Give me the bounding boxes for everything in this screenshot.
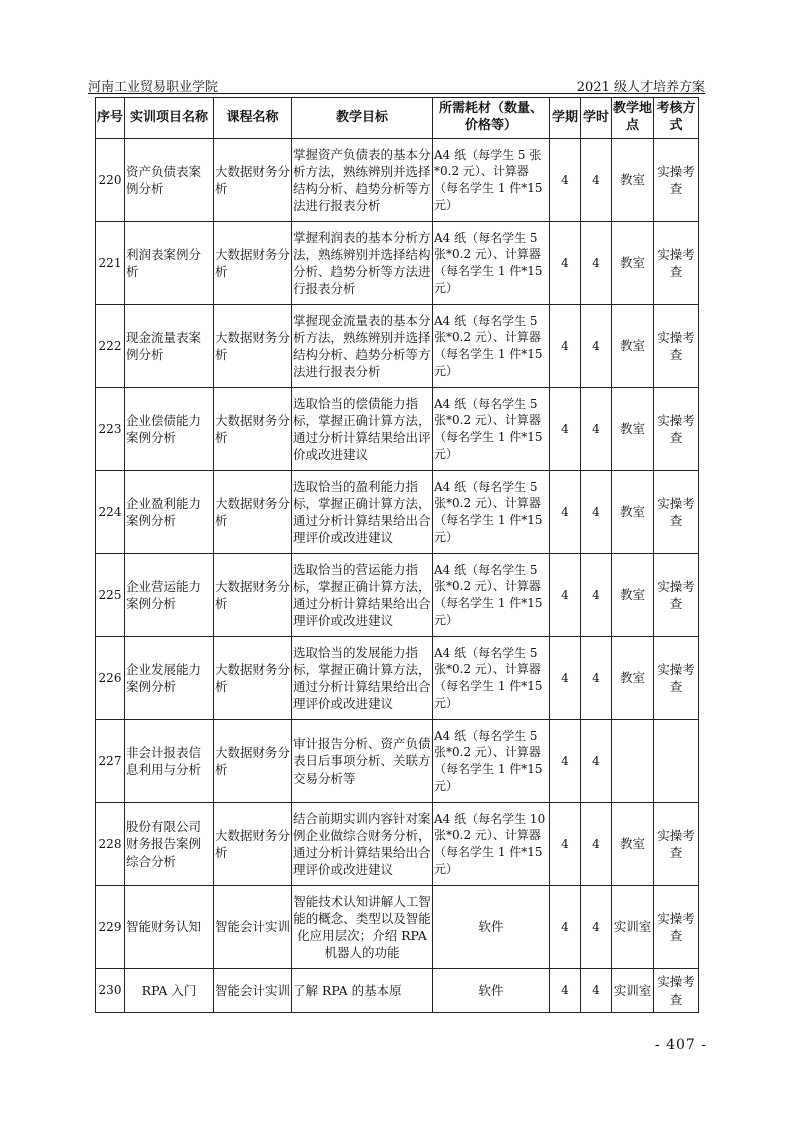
cell-term: 4 <box>550 388 581 471</box>
training-table <box>95 97 699 1013</box>
cell-hours: 4 <box>581 637 612 720</box>
col-header-project: 实训项目名称 <box>125 98 214 139</box>
cell-hours: 4 <box>581 305 612 388</box>
cell-term: 4 <box>550 139 581 222</box>
cell-place: 教室 <box>612 139 654 222</box>
header-plan: 2021 级人才培养方案 <box>576 80 705 95</box>
col-header-course: 课程名称 <box>214 98 292 139</box>
cell-course: 大数据财务分析 <box>214 388 292 471</box>
cell-place: 教室 <box>612 803 654 886</box>
page-number: - 407 - <box>654 1037 707 1053</box>
cell-course: 智能会计实训 <box>214 886 292 969</box>
cell-project: 非会计报表信息利用与分析 <box>125 720 214 803</box>
cell-term: 4 <box>550 554 581 637</box>
cell-assess <box>654 720 699 803</box>
header-rule <box>88 93 705 94</box>
cell-project: 资产负债表案例分析 <box>125 139 214 222</box>
cell-project: 利润表案例分析 <box>125 222 214 305</box>
cell-project: RPA 入门 <box>125 969 214 1013</box>
cell-course: 大数据财务分析 <box>214 222 292 305</box>
col-header-place: 教学地点 <box>612 98 654 139</box>
cell-place: 教室 <box>612 305 654 388</box>
cell-place <box>612 720 654 803</box>
cell-hours: 4 <box>581 803 612 886</box>
cell-project: 企业营运能力案例分析 <box>125 554 214 637</box>
cell-assess: 实操考查 <box>654 803 699 886</box>
cell-assess: 实操考查 <box>654 305 699 388</box>
cell-course: 大数据财务分析 <box>214 554 292 637</box>
cell-materials: 软件 <box>433 886 550 969</box>
cell-assess: 实操考查 <box>654 969 699 1013</box>
cell-project: 股份有限公司财务报告案例综合分析 <box>125 803 214 886</box>
cell-place: 实训室 <box>612 969 654 1013</box>
cell-project: 企业盈利能力案例分析 <box>125 471 214 554</box>
cell-goal: 审计报告分析、资产负债表日后事项分析、关联方交易分析等 <box>292 720 433 803</box>
table-row <box>96 720 699 803</box>
cell-term: 4 <box>550 969 581 1013</box>
cell-term: 4 <box>550 637 581 720</box>
cell-assess: 实操考查 <box>654 886 699 969</box>
cell-no: 222 <box>96 305 125 388</box>
col-header-no: 序号 <box>96 98 125 139</box>
cell-assess: 实操考查 <box>654 554 699 637</box>
cell-term: 4 <box>550 803 581 886</box>
cell-no: 221 <box>96 222 125 305</box>
table-row <box>96 637 699 720</box>
cell-term: 4 <box>550 305 581 388</box>
cell-no: 225 <box>96 554 125 637</box>
cell-no: 220 <box>96 139 125 222</box>
col-header-materials: 所需耗材（数量、价格等） <box>433 98 550 139</box>
cell-materials: A4 纸（每名学生 5 张*0.2 元）、计算器（每名学生 1 件*15 元） <box>433 637 550 720</box>
cell-goal: 掌握现金流量表的基本分析方法，熟练辨别并选择结构分析、趋势分析等方法进行报表分析 <box>292 305 433 388</box>
cell-goal: 掌握利润表的基本分析方法，熟练辨别并选择结构分析、趋势分析等方法进行报表分析 <box>292 222 433 305</box>
cell-place: 教室 <box>612 222 654 305</box>
cell-assess: 实操考查 <box>654 471 699 554</box>
cell-materials: A4 纸（每名学生 10 张*0.2 元）、计算器（每名学生 1 件*15 元） <box>433 803 550 886</box>
cell-hours: 4 <box>581 969 612 1013</box>
cell-materials: A4 纸（每名学生 5 张*0.2 元）、计算器（每名学生 1 件*15 元） <box>433 471 550 554</box>
cell-goal: 选取恰当的营运能力指标，掌握正确计算方法，通过分析计算结果给出合理评价或改进建议 <box>292 554 433 637</box>
cell-term: 4 <box>550 886 581 969</box>
cell-hours: 4 <box>581 139 612 222</box>
cell-materials: A4 纸（每名学生 5 张*0.2 元）、计算器（每名学生 1 件*15 元） <box>433 388 550 471</box>
cell-hours: 4 <box>581 471 612 554</box>
cell-hours: 4 <box>581 720 612 803</box>
cell-project: 智能财务认知 <box>125 886 214 969</box>
cell-no: 223 <box>96 388 125 471</box>
cell-goal: 选取恰当的偿债能力指标，掌握正确计算方法，通过分析计算结果给出评价或改进建议 <box>292 388 433 471</box>
cell-no: 227 <box>96 720 125 803</box>
cell-term: 4 <box>550 222 581 305</box>
cell-place: 教室 <box>612 471 654 554</box>
table-row <box>96 886 699 969</box>
cell-course: 大数据财务分析 <box>214 305 292 388</box>
cell-term: 4 <box>550 471 581 554</box>
cell-hours: 4 <box>581 222 612 305</box>
table-row <box>96 305 699 388</box>
cell-course: 大数据财务分析 <box>214 471 292 554</box>
col-header-hours: 学时 <box>581 98 612 139</box>
cell-materials: A4 纸（每名学生 5 张*0.2 元）、计算器（每名学生 1 件*15 元） <box>433 222 550 305</box>
cell-term: 4 <box>550 720 581 803</box>
cell-course: 智能会计实训 <box>214 969 292 1013</box>
cell-place: 教室 <box>612 388 654 471</box>
cell-materials: A4 纸（每名学生 5 张*0.2 元）、计算器（每名学生 1 件*15 元） <box>433 720 550 803</box>
cell-course: 大数据财务分析 <box>214 720 292 803</box>
cell-assess: 实操考查 <box>654 222 699 305</box>
cell-place: 实训室 <box>612 886 654 969</box>
cell-project: 企业发展能力案例分析 <box>125 637 214 720</box>
cell-goal: 选取恰当的发展能力指标，掌握正确计算方法，通过分析计算结果给出合理评价或改进建议 <box>292 637 433 720</box>
cell-project: 企业偿债能力案例分析 <box>125 388 214 471</box>
table-row <box>96 471 699 554</box>
cell-place: 教室 <box>612 637 654 720</box>
cell-assess: 实操考查 <box>654 388 699 471</box>
cell-hours: 4 <box>581 388 612 471</box>
cell-hours: 4 <box>581 554 612 637</box>
cell-no: 224 <box>96 471 125 554</box>
cell-project: 现金流量表案例分析 <box>125 305 214 388</box>
cell-materials: A4 纸（每名学生 5 张*0.2 元）、计算器（每名学生 1 件*15 元） <box>433 554 550 637</box>
table-header-row <box>96 98 699 139</box>
cell-materials: A4 纸（每名学生 5 张*0.2 元）、计算器（每名学生 1 件*15 元） <box>433 305 550 388</box>
table-row <box>96 969 699 1013</box>
cell-goal: 了解 RPA 的基本原 <box>292 969 433 1013</box>
table-row <box>96 803 699 886</box>
cell-course: 大数据财务分析 <box>214 803 292 886</box>
table-row <box>96 139 699 222</box>
cell-place: 教室 <box>612 554 654 637</box>
cell-assess: 实操考查 <box>654 637 699 720</box>
table-row <box>96 222 699 305</box>
cell-goal: 选取恰当的盈利能力指标，掌握正确计算方法，通过分析计算结果给出合理评价或改进建议 <box>292 471 433 554</box>
cell-goal: 掌握资产负债表的基本分析方法，熟练辨别并选择结构分析、趋势分析等方法进行报表分析 <box>292 139 433 222</box>
cell-materials: 软件 <box>433 969 550 1013</box>
cell-course: 大数据财务分析 <box>214 637 292 720</box>
cell-no: 226 <box>96 637 125 720</box>
cell-goal: 结合前期实训内容针对案例企业做综合财务分析，通过分析计算结果给出合理评价或改进建议 <box>292 803 433 886</box>
cell-hours: 4 <box>581 886 612 969</box>
cell-assess: 实操考查 <box>654 139 699 222</box>
col-header-goal: 教学目标 <box>292 98 433 139</box>
cell-no: 229 <box>96 886 125 969</box>
header-institution: 河南工业贸易职业学院 <box>88 80 219 95</box>
cell-goal: 智能技术认知讲解人工智能的概念、类型以及智能化应用层次；介绍 RPA 机器人的功能 <box>292 886 433 969</box>
col-header-term: 学期 <box>550 98 581 139</box>
cell-materials: A4 纸（每学生 5 张*0.2 元）、计算器（每名学生 1 件*15 元） <box>433 139 550 222</box>
table-row <box>96 388 699 471</box>
cell-course: 大数据财务分析 <box>214 139 292 222</box>
col-header-assess: 考核方式 <box>654 98 699 139</box>
cell-no: 230 <box>96 969 125 1013</box>
cell-no: 228 <box>96 803 125 886</box>
table-row <box>96 554 699 637</box>
